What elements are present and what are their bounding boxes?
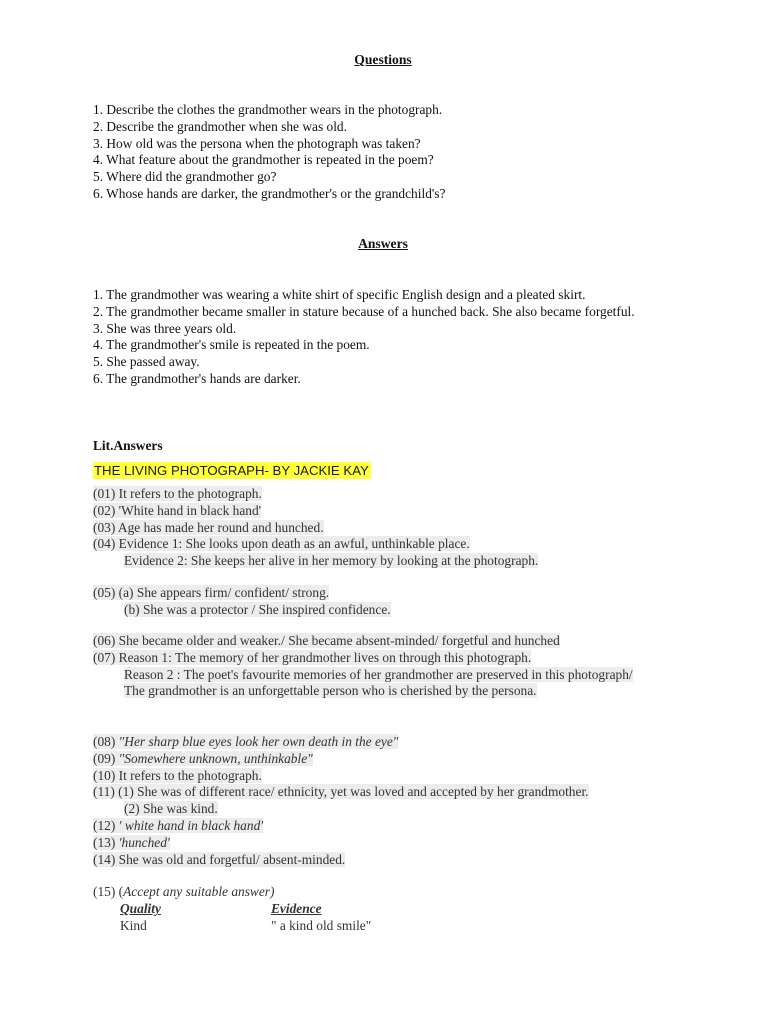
lit-answers-label: Lit.Answers — [93, 438, 163, 453]
question-item: 6. Whose hands are darker, the grandmother's or the grandchild's? — [93, 185, 446, 201]
answer-item: 2. The grandmother became smaller in stature because of a hunched back. She also became forgetful. — [93, 303, 635, 319]
lit-answers-group-4 — [93, 734, 673, 868]
answer-item: 4. The grandmother's smile is repeated in the poem. — [93, 337, 370, 353]
q15-instruction: Accept any suitable answer) — [123, 884, 275, 899]
lit-answer-item: (2) She was kind. — [124, 801, 218, 817]
lit-answer-item: The grandmother is an unforgettable person who is cherished by the persona. — [124, 683, 537, 699]
answers-heading: Answers — [358, 236, 408, 251]
answers-list — [93, 287, 673, 388]
lit-answer-item: (14) She was old and forgetful/ absent-minded. — [93, 851, 346, 867]
lit-answer-item: (10) It refers to the photograph. — [93, 767, 262, 783]
lit-answer-item: (04) Evidence 1: She looks upon death as an awful, unthinkable place. — [93, 536, 470, 552]
lit-answers-group-2 — [93, 585, 673, 619]
quality-evidence-table — [93, 901, 673, 935]
quality-column-header: Quality — [120, 901, 161, 916]
answer-item: 5. She passed away. — [93, 354, 200, 370]
question-item: 4. What feature about the grandmother is repeated in the poem? — [93, 152, 434, 168]
question-item: 5. Where did the grandmother go? — [93, 169, 277, 185]
lit-answer-quote: "Her sharp blue eyes look her own death in the eye" — [118, 734, 399, 749]
lit-answer-item: Reason 2 : The poet's favourite memories of her grandmother are preserved in this photograph/ — [124, 666, 633, 682]
lit-answer-item: (b) She was a protector / She inspired confidence. — [124, 601, 391, 617]
lit-answer-item: (01) It refers to the photograph. — [93, 486, 262, 501]
answer-item: 3. She was three years old. — [93, 320, 237, 336]
lit-answer-item: (02) 'White hand in black hand' — [93, 502, 262, 518]
lit-answer-item: Evidence 2: She keeps her alive in her memory by looking at the photograph. — [124, 553, 539, 569]
lit-answer-item: (11) (1) She was of different race/ ethnicity, yet was loved and accepted by her grandmother. — [93, 784, 589, 800]
lit-answer-quote: "Somewhere unknown, unthinkable" — [118, 750, 313, 766]
lit-answer-number: (12) — [93, 817, 119, 833]
lit-answer-item: (07) Reason 1: The memory of her grandmother lives on through this photograph. — [93, 649, 532, 665]
question-item: 2. Describe the grandmother when she was old. — [93, 118, 347, 134]
q15-number: (15) ( — [93, 884, 124, 899]
question-item: 1. Describe the clothes the grandmother wears in the photograph. — [93, 102, 443, 117]
lit-answer-quote: 'hunched' — [118, 834, 170, 850]
lit-answer-item: (05) (a) She appears firm/ confident/ strong. — [93, 585, 330, 600]
questions-list — [93, 102, 673, 203]
poem-title-highlight: THE LIVING PHOTOGRAPH- BY JACKIE KAY — [94, 463, 369, 478]
quality-cell: Kind — [120, 918, 147, 933]
lit-answers-group-1 — [93, 486, 673, 570]
lit-answer-number: (13) — [93, 834, 119, 850]
question-15 — [93, 884, 673, 901]
lit-answer-quote: ' white hand in black hand' — [118, 817, 264, 833]
answer-item: 1. The grandmother was wearing a white shirt of specific English design and a pleated skirt. — [93, 287, 586, 302]
lit-answers-group-3 — [93, 633, 673, 700]
questions-heading: Questions — [354, 52, 412, 67]
lit-answer-number: (09) — [93, 750, 119, 766]
question-item: 3. How old was the persona when the photograph was taken? — [93, 135, 421, 151]
lit-answer-item: (06) She became older and weaker./ She became absent-minded/ forgetful and hunched — [93, 633, 560, 648]
evidence-cell: " a kind old smile" — [271, 918, 372, 933]
lit-answer-item: (03) Age has made her round and hunched. — [93, 519, 324, 535]
evidence-column-header: Evidence — [271, 901, 322, 916]
answer-item: 6. The grandmother's hands are darker. — [93, 370, 301, 386]
lit-answer-number: (08) — [93, 734, 119, 749]
